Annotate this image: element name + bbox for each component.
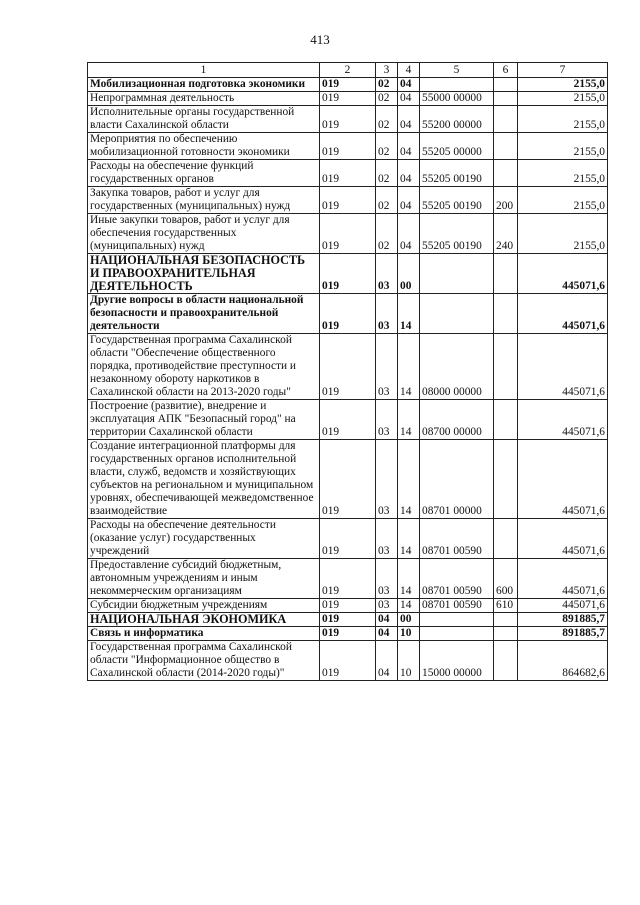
row-subsection: 04: [398, 214, 420, 254]
row-target-item: 08700 00000: [420, 400, 494, 440]
row-name: Исполнительные органы государственной власти Сахалинской области: [88, 106, 320, 133]
table-row: [88, 187, 608, 214]
row-name: Государственная программа Сахалинской области "Информационное общество в Сахалинской области (2014-2020 годы)": [88, 641, 320, 681]
header-col-1: 1: [88, 63, 320, 78]
row-subsection: 14: [398, 599, 420, 613]
row-target-item: 08000 00000: [420, 334, 494, 400]
table-row: [88, 160, 608, 187]
row-name: Связь и информатика: [88, 627, 320, 641]
row-subsection: 10: [398, 627, 420, 641]
row-target-item: [420, 627, 494, 641]
row-target-item: 55000 00000: [420, 92, 494, 106]
row-section: 03: [376, 440, 398, 519]
row-amount: 445071,6: [518, 519, 608, 559]
row-section: 04: [376, 627, 398, 641]
row-target-item: 08701 00000: [420, 440, 494, 519]
table-row: [88, 294, 608, 334]
row-subsection: 04: [398, 78, 420, 92]
row-amount: 891885,7: [518, 627, 608, 641]
row-section: 03: [376, 294, 398, 334]
row-admin-code: 019: [320, 92, 376, 106]
header-col-6: 6: [494, 63, 518, 78]
row-expense-type: [494, 294, 518, 334]
row-target-item: 08701 00590: [420, 559, 494, 599]
page-number: 413: [310, 32, 330, 47]
row-name: Создание интеграционной платформы для государственных органов исполнительной власти, служб, ведомств и хозяйствующих субъектов на региональном и муниципальном уровнях, обеспечивающей межведомственное взаимодействие: [88, 440, 320, 519]
row-target-item: 55205 00000: [420, 133, 494, 160]
table-row: [88, 519, 608, 559]
table-row: [88, 92, 608, 106]
row-name: Построение (развитие), внедрение и эксплуатация АПК "Безопасный город" на территории Сахалинской области: [88, 400, 320, 440]
row-name: Иные закупки товаров, работ и услуг для обеспечения государственных (муниципальных) нужд: [88, 214, 320, 254]
row-expense-type: [494, 613, 518, 627]
row-section: 03: [376, 519, 398, 559]
row-name: Мобилизационная подготовка экономики: [88, 78, 320, 92]
row-admin-code: 019: [320, 214, 376, 254]
row-expense-type: [494, 160, 518, 187]
row-section: 02: [376, 160, 398, 187]
row-subsection: 04: [398, 106, 420, 133]
row-amount: 2155,0: [518, 92, 608, 106]
table-row: [88, 254, 608, 294]
header-row: [88, 63, 608, 78]
row-amount: 445071,6: [518, 599, 608, 613]
row-expense-type: [494, 334, 518, 400]
row-admin-code: 019: [320, 187, 376, 214]
row-expense-type: [494, 78, 518, 92]
row-expense-type: [494, 440, 518, 519]
row-subsection: 14: [398, 440, 420, 519]
row-admin-code: 019: [320, 613, 376, 627]
row-expense-type: 600: [494, 559, 518, 599]
row-subsection: 04: [398, 92, 420, 106]
table-row: [88, 106, 608, 133]
row-admin-code: 019: [320, 294, 376, 334]
row-amount: 2155,0: [518, 214, 608, 254]
header-col-5: 5: [420, 63, 494, 78]
row-subsection: 04: [398, 133, 420, 160]
row-expense-type: [494, 641, 518, 681]
row-subsection: 00: [398, 613, 420, 627]
row-subsection: 04: [398, 187, 420, 214]
table-row: [88, 613, 608, 627]
row-target-item: [420, 613, 494, 627]
header-col-2: 2: [320, 63, 376, 78]
row-expense-type: [494, 627, 518, 641]
row-section: 02: [376, 92, 398, 106]
table-row: [88, 599, 608, 613]
row-target-item: [420, 78, 494, 92]
row-amount: 445071,6: [518, 254, 608, 294]
row-amount: 445071,6: [518, 294, 608, 334]
row-admin-code: 019: [320, 78, 376, 92]
row-admin-code: 019: [320, 641, 376, 681]
row-admin-code: 019: [320, 519, 376, 559]
row-target-item: 55205 00190: [420, 187, 494, 214]
row-subsection: 04: [398, 160, 420, 187]
row-section: 04: [376, 613, 398, 627]
row-admin-code: 019: [320, 559, 376, 599]
table-row: [88, 214, 608, 254]
row-name: НАЦИОНАЛЬНАЯ ЭКОНОМИКА: [88, 613, 320, 627]
table-row: [88, 78, 608, 92]
table-row: [88, 400, 608, 440]
row-section: 03: [376, 334, 398, 400]
row-target-item: 55205 00190: [420, 214, 494, 254]
row-expense-type: 200: [494, 187, 518, 214]
row-amount: 445071,6: [518, 334, 608, 400]
row-admin-code: 019: [320, 627, 376, 641]
row-expense-type: [494, 133, 518, 160]
row-subsection: 10: [398, 641, 420, 681]
row-target-item: 15000 00000: [420, 641, 494, 681]
row-subsection: 14: [398, 294, 420, 334]
row-target-item: [420, 294, 494, 334]
row-admin-code: 019: [320, 106, 376, 133]
row-section: 03: [376, 599, 398, 613]
row-section: 02: [376, 187, 398, 214]
row-amount: 2155,0: [518, 133, 608, 160]
row-target-item: 55200 00000: [420, 106, 494, 133]
row-amount: 2155,0: [518, 78, 608, 92]
row-amount: 2155,0: [518, 160, 608, 187]
header-col-7: 7: [518, 63, 608, 78]
row-expense-type: 610: [494, 599, 518, 613]
row-target-item: 08701 00590: [420, 519, 494, 559]
row-name: Предоставление субсидий бюджетным, автономным учреждениям и иным некоммерческим организациям: [88, 559, 320, 599]
row-name: Расходы на обеспечение функций государственных органов: [88, 160, 320, 187]
row-subsection: 14: [398, 400, 420, 440]
table-row: [88, 559, 608, 599]
row-section: 02: [376, 133, 398, 160]
row-admin-code: 019: [320, 400, 376, 440]
row-admin-code: 019: [320, 160, 376, 187]
header-col-4: 4: [398, 63, 420, 78]
row-subsection: 14: [398, 334, 420, 400]
row-amount: 2155,0: [518, 106, 608, 133]
row-section: 03: [376, 254, 398, 294]
budget-table: [87, 62, 608, 681]
row-name: Государственная программа Сахалинской области "Обеспечение общественного порядка, противодействие преступности и незаконному обороту наркотиков в Сахалинской области на 2013-2020 годы": [88, 334, 320, 400]
row-expense-type: [494, 254, 518, 294]
row-amount: 445071,6: [518, 559, 608, 599]
row-subsection: 14: [398, 519, 420, 559]
row-amount: 445071,6: [518, 440, 608, 519]
row-section: 02: [376, 106, 398, 133]
row-name: НАЦИОНАЛЬНАЯ БЕЗОПАСНОСТЬ И ПРАВООХРАНИТЕЛЬНАЯ ДЕЯТЕЛЬНОСТЬ: [88, 254, 320, 294]
row-name: Расходы на обеспечение деятельности (оказание услуг) государственных учреждений: [88, 519, 320, 559]
row-section: 03: [376, 559, 398, 599]
row-target-item: [420, 254, 494, 294]
row-expense-type: [494, 106, 518, 133]
header-col-3: 3: [376, 63, 398, 78]
row-name: Непрограммная деятельность: [88, 92, 320, 106]
row-section: 02: [376, 78, 398, 92]
row-section: 04: [376, 641, 398, 681]
row-expense-type: [494, 400, 518, 440]
row-expense-type: [494, 519, 518, 559]
row-admin-code: 019: [320, 334, 376, 400]
row-expense-type: 240: [494, 214, 518, 254]
row-amount: 445071,6: [518, 400, 608, 440]
row-amount: 864682,6: [518, 641, 608, 681]
row-expense-type: [494, 92, 518, 106]
row-admin-code: 019: [320, 440, 376, 519]
row-section: 02: [376, 214, 398, 254]
row-name: Субсидии бюджетным учреждениям: [88, 599, 320, 613]
row-subsection: 14: [398, 559, 420, 599]
table-row: [88, 440, 608, 519]
row-name: Закупка товаров, работ и услуг для государственных (муниципальных) нужд: [88, 187, 320, 214]
row-section: 03: [376, 400, 398, 440]
table-row: [88, 334, 608, 400]
table-row: [88, 133, 608, 160]
row-subsection: 00: [398, 254, 420, 294]
row-target-item: 08701 00590: [420, 599, 494, 613]
row-amount: 891885,7: [518, 613, 608, 627]
row-admin-code: 019: [320, 133, 376, 160]
table-row: [88, 641, 608, 681]
table-row: [88, 627, 608, 641]
row-amount: 2155,0: [518, 187, 608, 214]
row-admin-code: 019: [320, 254, 376, 294]
row-target-item: 55205 00190: [420, 160, 494, 187]
row-name: Другие вопросы в области национальной безопасности и правоохранительной деятельности: [88, 294, 320, 334]
row-name: Мероприятия по обеспечению мобилизационной готовности экономики: [88, 133, 320, 160]
row-admin-code: 019: [320, 599, 376, 613]
